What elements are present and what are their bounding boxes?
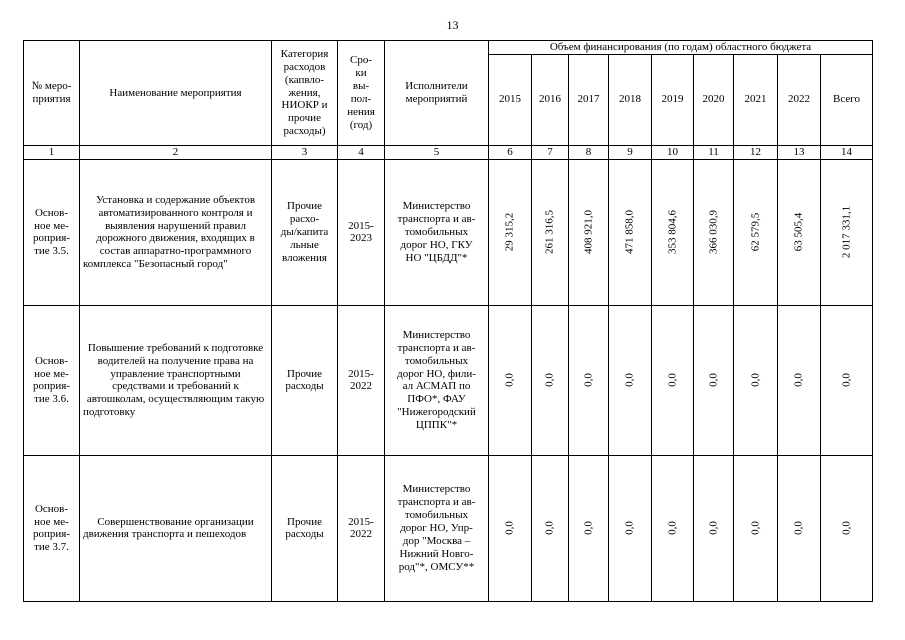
term: 2015- 2022 xyxy=(338,305,385,455)
funding-value: 261 316,5 xyxy=(532,159,569,305)
funding-value: 0,0 xyxy=(609,455,652,601)
funding-value: 0,0 xyxy=(489,455,532,601)
funding-value: 63 505,4 xyxy=(778,159,821,305)
event-name: Установка и содержание объектов автоматизированного контроля и выявления нарушений правил дорожного движения, входящих в состав аппаратно-программного комплекса "Безопасный город" xyxy=(80,159,272,305)
event-name: Повышение требований к подготовке водителей на получение права на управление транспортными средствами и требований к автошколам, осуществляющим такую подготовку xyxy=(80,305,272,455)
funding-value: 0,0 xyxy=(734,455,778,601)
page-number: 13 xyxy=(446,18,459,32)
executors: Министерство транспорта и ав- томобильных дорог НО, ГКУ НО "ЦБДД"* xyxy=(385,159,489,305)
header-year: 2021 xyxy=(734,54,778,145)
column-number: 13 xyxy=(778,145,821,159)
executors: Министерство транспорта и ав- томобильных дорог НО, фили- ал АСМАП по ПФО*, ФАУ "Нижегородский ЦППК"* xyxy=(385,305,489,455)
executors: Министерство транспорта и ав- томобильных дорог НО, Упр- дор "Москва – Нижний Новго- род"*, ОМСУ** xyxy=(385,455,489,601)
funding-value: 62 579,5 xyxy=(734,159,778,305)
funding-value: 0,0 xyxy=(694,455,734,601)
header-total: Всего xyxy=(821,54,873,145)
column-number: 3 xyxy=(272,145,338,159)
funding-total: 0,0 xyxy=(821,305,873,455)
funding-value: 0,0 xyxy=(652,455,694,601)
header-executors: Исполнители мероприятий xyxy=(385,41,489,146)
funding-value: 0,0 xyxy=(569,305,609,455)
header-year: 2020 xyxy=(694,54,734,145)
header-event-name: Наименование мероприятия xyxy=(80,41,272,146)
term: 2015- 2022 xyxy=(338,455,385,601)
column-number: 6 xyxy=(489,145,532,159)
column-number: 10 xyxy=(652,145,694,159)
column-number: 1 xyxy=(24,145,80,159)
funding-value: 0,0 xyxy=(652,305,694,455)
event-id: Основ- ное ме- роприя- тие 3.6. xyxy=(24,305,80,455)
funding-value: 471 858,0 xyxy=(609,159,652,305)
funding-value: 0,0 xyxy=(532,305,569,455)
header-year: 2015 xyxy=(489,54,532,145)
header-year: 2018 xyxy=(609,54,652,145)
funding-value: 408 921,0 xyxy=(569,159,609,305)
funding-value: 29 315,2 xyxy=(489,159,532,305)
funding-total: 2 017 331,1 xyxy=(821,159,873,305)
event-id: Основ- ное ме- роприя- тие 3.7. xyxy=(24,455,80,601)
table-row xyxy=(24,455,873,601)
column-number: 12 xyxy=(734,145,778,159)
funding-value: 0,0 xyxy=(609,305,652,455)
event-id: Основ- ное ме- роприя- тие 3.5. xyxy=(24,159,80,305)
term: 2015- 2023 xyxy=(338,159,385,305)
funding-value: 0,0 xyxy=(778,455,821,601)
header-expense-category: Категория расходов (капвло- жения, НИОКР и прочие расходы) xyxy=(272,41,338,146)
column-number: 8 xyxy=(569,145,609,159)
column-number: 5 xyxy=(385,145,489,159)
table-row xyxy=(24,159,873,305)
column-number: 2 xyxy=(80,145,272,159)
expense-category: Прочие расходы xyxy=(272,455,338,601)
funding-value: 0,0 xyxy=(532,455,569,601)
column-number: 7 xyxy=(532,145,569,159)
column-number: 14 xyxy=(821,145,873,159)
header-funding-group: Объем финансирования (по годам) областного бюджета xyxy=(489,41,873,55)
funding-value: 353 804,6 xyxy=(652,159,694,305)
funding-value: 366 030,9 xyxy=(694,159,734,305)
table-row xyxy=(24,305,873,455)
column-number: 11 xyxy=(694,145,734,159)
funding-value: 0,0 xyxy=(734,305,778,455)
header-year: 2016 xyxy=(532,54,569,145)
expense-category: Прочие расходы xyxy=(272,305,338,455)
expense-category: Прочие расхо- ды/капита льные вложения xyxy=(272,159,338,305)
funding-table xyxy=(23,40,873,602)
funding-value: 0,0 xyxy=(569,455,609,601)
header-year: 2017 xyxy=(569,54,609,145)
column-number: 4 xyxy=(338,145,385,159)
funding-total: 0,0 xyxy=(821,455,873,601)
funding-value: 0,0 xyxy=(778,305,821,455)
event-name: Совершенствование организации движения транспорта и пешеходов xyxy=(80,455,272,601)
funding-value: 0,0 xyxy=(694,305,734,455)
header-event-number: № меро- приятия xyxy=(24,41,80,146)
header-year: 2022 xyxy=(778,54,821,145)
header-term: Сро- ки вы- пол- нения (год) xyxy=(338,41,385,146)
funding-value: 0,0 xyxy=(489,305,532,455)
column-number: 9 xyxy=(609,145,652,159)
header-year: 2019 xyxy=(652,54,694,145)
